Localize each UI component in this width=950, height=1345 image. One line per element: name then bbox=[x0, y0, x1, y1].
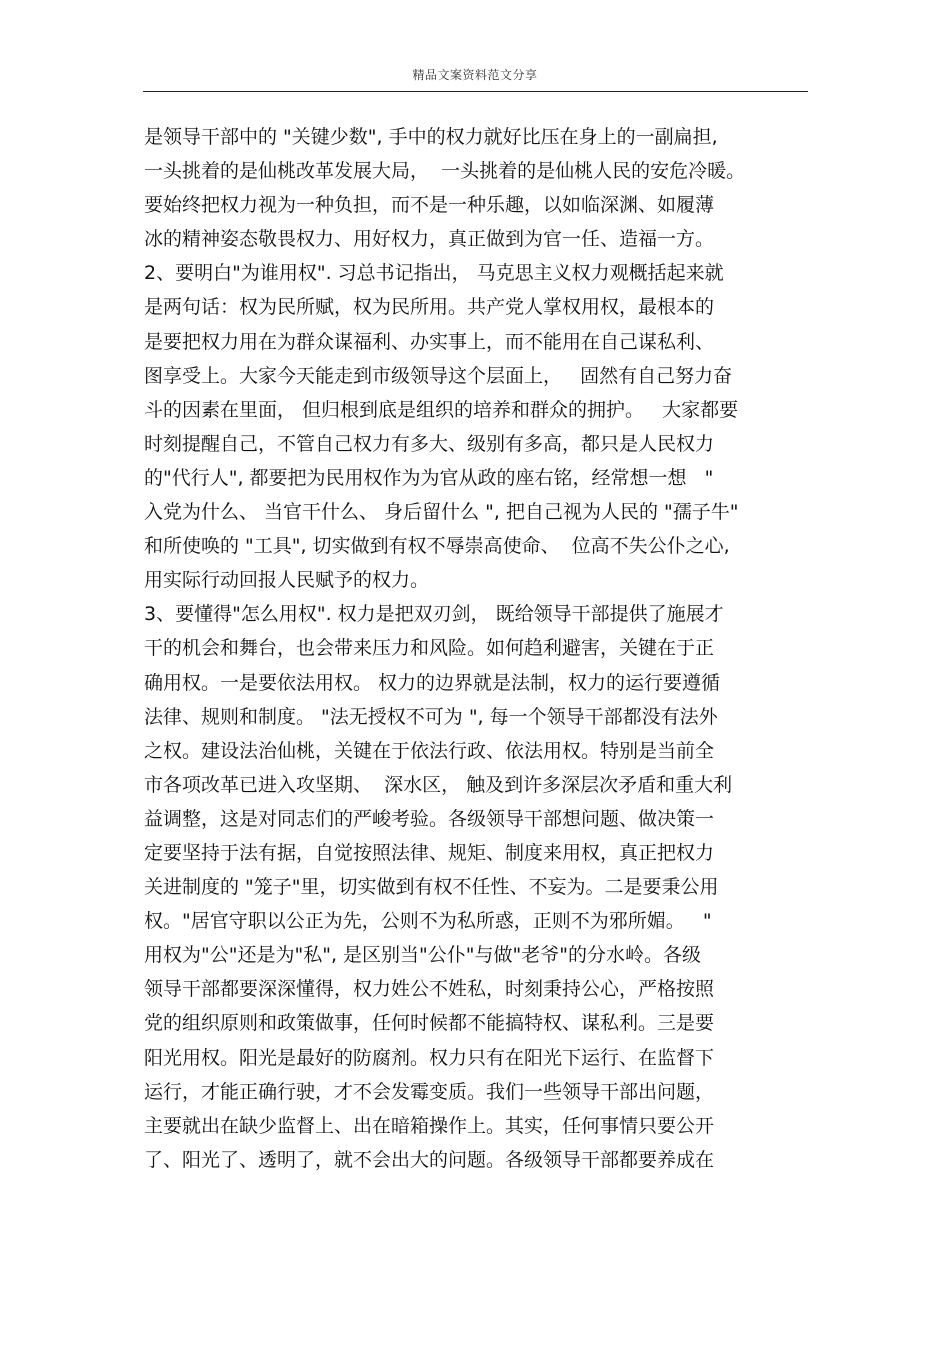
text-line-26: 领导干部都要深深懂得，权力姓公不姓私，时刻秉持公心，严格按照 bbox=[144, 978, 715, 1001]
page-header: 精品文案资料范文分享 bbox=[412, 68, 538, 82]
text-line-19: 之权。建设法治仙桃，关键在于依法行政、依法用权。特别是当前全 bbox=[144, 739, 715, 762]
text-line-29: 运行，才能正确行驶，才不会发霉变质。我们一些领导干部出问题， bbox=[144, 1080, 715, 1103]
text-line-22: 定要坚持于法有据，自觉按照法律、规矩、制度来用权，真正把权力 bbox=[144, 841, 715, 864]
text-line-31: 了、阳光了、透明了，就不会出大的问题。各级领导干部都要养成在 bbox=[144, 1148, 715, 1171]
text-line-20: 市各项改革已进入攻坚期、 深水区， 触及到许多深层次矛盾和重大利 bbox=[144, 773, 733, 796]
text-line-7: 是要把权力用在为群众谋福利、办实事上，而不能用在自己谋私利、 bbox=[144, 330, 715, 353]
text-line-10: 时刻提醒自己，不管自己权力有多大、级别有多高，都只是人民权力 bbox=[144, 432, 715, 455]
text-line-4: 冰的精神姿态敬畏权力、用好权力，真正做到为官一任、造福一方。 bbox=[144, 228, 715, 251]
text-line-9: 斗的因素在里面， 但归根到底是组织的培养和群众的拥护。 大家都要 bbox=[144, 398, 739, 421]
text-line-21: 益调整，这是对同志们的严峻考验。各级领导干部想问题、做决策一 bbox=[144, 807, 715, 830]
text-line-1: 是领导干部中的 "关键少数", 手中的权力就好比压在身上的一副扁担, bbox=[144, 126, 718, 148]
document-body bbox=[144, 120, 814, 1177]
text-line-2: 一头挑着的是仙桃改革发展大局， 一头挑着的是仙桃人民的安危冷暖。 bbox=[144, 160, 746, 183]
text-line-15: 3、要懂得"怎么用权". 权力是把双刃剑， 既给领导干部提供了施展才 bbox=[144, 603, 724, 626]
text-line-12: 入党为什么、 当官干什么、 身后留什么 ", 把自己视为人民的 "孺子牛" bbox=[144, 501, 739, 524]
text-line-24: 权。"居官守职以公正为先，公则不为私所惑，正则不为邪所媚。 " bbox=[144, 910, 712, 933]
text-line-5: 2、要明白"为谁用权". 习总书记指出， 马克思主义权力观概括起来就 bbox=[144, 262, 724, 285]
text-line-30: 主要就出在缺少监督上、出在暗箱操作上。其实，任何事情只要公开 bbox=[144, 1114, 715, 1137]
text-line-11: 的"代行人", 都要把为民用权作为为官从政的座右铭，经常想一想 " bbox=[144, 466, 714, 489]
text-line-16: 干的机会和舞台，也会带来压力和风险。如何趋利避害，关键在于正 bbox=[144, 637, 715, 660]
text-line-13: 和所使唤的 "工具", 切实做到有权不辱崇高使命、 位高不失公仆之心, bbox=[144, 535, 730, 558]
text-line-27: 党的组织原则和政策做事，任何时候都不能搞特权、谋私利。三是要 bbox=[144, 1012, 715, 1035]
text-line-3: 要始终把权力视为一种负担，而不是一种乐趣，以如临深渊、如履薄 bbox=[144, 194, 715, 217]
text-line-8: 图享受上。大家今天能走到市级领导这个层面上， 固然有自己努力奋 bbox=[144, 364, 733, 387]
header-divider bbox=[143, 91, 808, 92]
text-line-28: 阳光用权。阳光是最好的防腐剂。权力只有在阳光下运行、在监督下 bbox=[144, 1046, 715, 1069]
text-line-6: 是两句话：权为民所赋，权为民所用。共产党人掌权用权，最根本的 bbox=[144, 296, 715, 319]
text-line-23: 关进制度的 "笼子"里，切实做到有权不任性、不妄为。二是要秉公用 bbox=[144, 876, 719, 899]
text-line-17: 确用权。一是要依法用权。 权力的边界就是法制，权力的运行要遵循 bbox=[144, 671, 721, 694]
text-line-25: 用权为"公"还是为"私", 是区别当"公仆"与做"老爷"的分水岭。各级 bbox=[144, 944, 701, 967]
text-line-14: 用实际行动回报人民赋予的权力。 bbox=[144, 569, 430, 592]
text-line-18: 法律、规则和制度。 "法无授权不可为 ", 每一个领导干部都没有法外 bbox=[144, 705, 718, 728]
